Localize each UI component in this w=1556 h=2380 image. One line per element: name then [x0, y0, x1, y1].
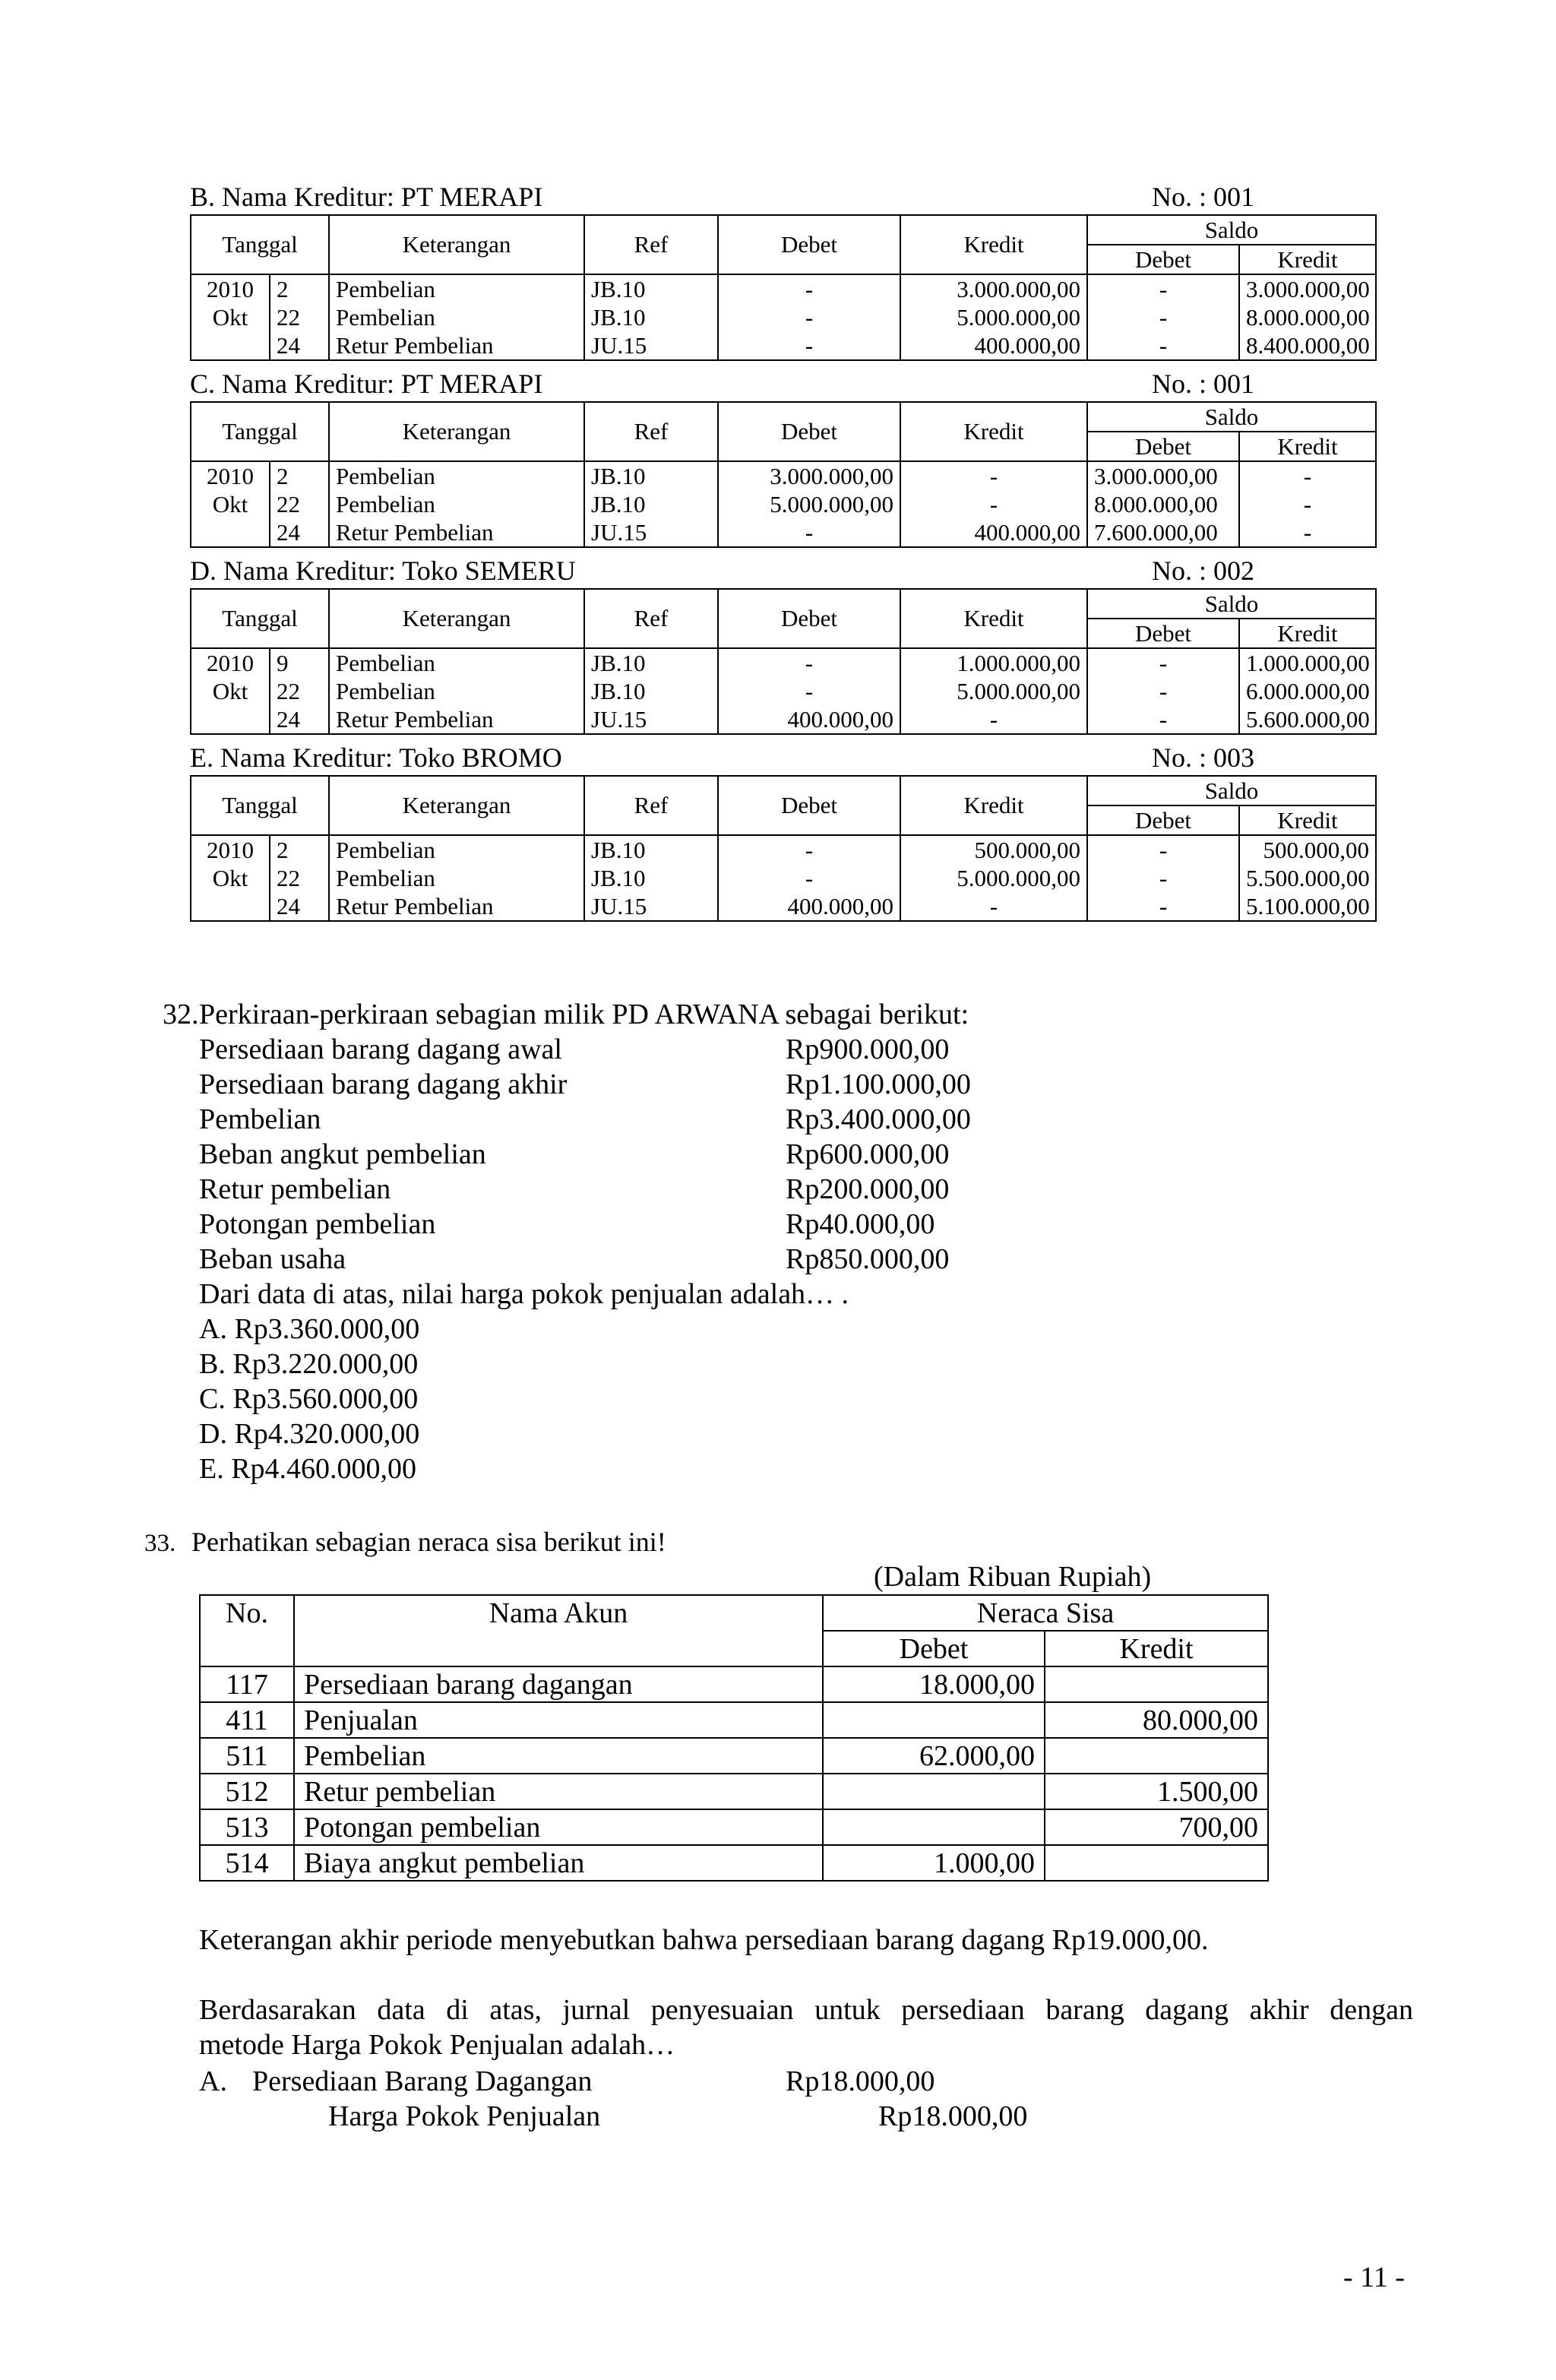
col-header-debet: Debet	[718, 215, 900, 274]
col-header-kredit: Kredit	[900, 402, 1087, 461]
cell-kredit: 5.000.000,00	[900, 677, 1087, 705]
cell-debet: -	[718, 864, 900, 892]
table-row	[200, 1738, 1268, 1774]
table-row	[191, 835, 1376, 864]
col-header-tanggal: Tanggal	[191, 776, 329, 835]
answer-option[interactable]: B. Rp3.220.000,00	[199, 1348, 419, 1380]
cell-ref: JU.15	[584, 331, 718, 360]
col-header-kredit: Kredit	[900, 776, 1087, 835]
cell-kredit: 5.000.000,00	[900, 864, 1087, 892]
cell-keterangan: Retur Pembelian	[329, 331, 584, 360]
q32-item-label: Beban usaha	[199, 1243, 346, 1275]
cell-saldo-debet: -	[1087, 864, 1239, 892]
col-header-saldo: Saldo	[1087, 589, 1376, 619]
cell-saldo-kredit: 5.500.000,00	[1239, 864, 1376, 892]
cell-day: 24	[270, 705, 329, 734]
q32-item-value: Rp40.000,00	[786, 1208, 935, 1240]
cell-debet	[823, 1809, 1045, 1845]
ledger-number: No. : 001	[1152, 182, 1254, 212]
cell-debet: 5.000.000,00	[718, 490, 900, 518]
ledger-number: No. : 002	[1152, 555, 1254, 586]
q32-item-value: Rp900.000,00	[786, 1033, 950, 1065]
cell-account-no: 512	[200, 1774, 294, 1809]
cell-day: 24	[270, 331, 329, 360]
cell-kredit: 1.000.000,00	[900, 648, 1087, 677]
table-row	[191, 705, 1376, 734]
cell-saldo-debet: -	[1087, 274, 1239, 303]
question-prompt: Dari data di atas, nilai harga pokok penjualan adalah… .	[199, 1278, 849, 1310]
q32-item-label: Persediaan barang dagang akhir	[199, 1068, 568, 1100]
ledger-b-table	[190, 214, 1377, 361]
col-header-keterangan: Keterangan	[329, 589, 584, 648]
cell-day: 22	[270, 490, 329, 518]
answer-option[interactable]: A. Rp3.360.000,00	[199, 1313, 420, 1345]
cell-account-name: Potongan pembelian	[294, 1809, 823, 1845]
cell-year-month: Okt	[191, 864, 270, 892]
cell-account-no: 513	[200, 1809, 294, 1845]
cell-keterangan: Pembelian	[329, 461, 584, 490]
col-header-saldo-kredit: Kredit	[1239, 432, 1376, 461]
cell-debet: -	[718, 331, 900, 360]
page-number: - 11 -	[1343, 2261, 1405, 2293]
cell-account-name: Penjualan	[294, 1702, 823, 1738]
neraca-body	[200, 1666, 1268, 1881]
table-row	[191, 677, 1376, 705]
cell-year-month: 2010	[191, 835, 270, 864]
cell-ref: JB.10	[584, 648, 718, 677]
table-row	[191, 274, 1376, 303]
option-a-credit-value: Rp18.000,00	[878, 2100, 1028, 2132]
col-header-tanggal: Tanggal	[191, 589, 329, 648]
cell-ref: JB.10	[584, 864, 718, 892]
cell-ref: JU.15	[584, 892, 718, 921]
ledger-c-heading	[190, 366, 1375, 401]
cell-kredit: 400.000,00	[900, 331, 1087, 360]
cell-ref: JB.10	[584, 835, 718, 864]
cell-year-month	[191, 705, 270, 734]
cell-kredit: 700,00	[1045, 1809, 1268, 1845]
cell-kredit: -	[900, 490, 1087, 518]
col-header-keterangan: Keterangan	[329, 215, 584, 274]
col-header-saldo-kredit: Kredit	[1239, 619, 1376, 648]
col-header-nama-akun: Nama Akun	[294, 1595, 823, 1631]
cell-kredit: 80.000,00	[1045, 1702, 1268, 1738]
cell-debet: 18.000,00	[823, 1666, 1045, 1702]
unit-note: (Dalam Ribuan Rupiah)	[874, 1561, 1152, 1593]
cell-debet: -	[718, 303, 900, 331]
col-header-kredit: Kredit	[1045, 1631, 1268, 1666]
cell-saldo-debet: 7.600.000,00	[1087, 518, 1239, 547]
cell-day: 2	[270, 835, 329, 864]
cell-debet: 400.000,00	[718, 892, 900, 921]
cell-saldo-kredit: 8.400.000,00	[1239, 331, 1376, 360]
cell-year-month: Okt	[191, 303, 270, 331]
cell-year-month	[191, 892, 270, 921]
answer-option[interactable]: E. Rp4.460.000,00	[199, 1453, 417, 1485]
q32-item-value: Rp200.000,00	[786, 1173, 950, 1205]
col-header-saldo-debet: Debet	[1087, 619, 1239, 648]
cell-ref: JB.10	[584, 461, 718, 490]
cell-debet: -	[718, 648, 900, 677]
cell-saldo-kredit: 500.000,00	[1239, 835, 1376, 864]
cell-account-name: Biaya angkut pembelian	[294, 1845, 823, 1881]
q32-item-value: Rp850.000,00	[786, 1243, 950, 1275]
cell-keterangan: Pembelian	[329, 648, 584, 677]
col-header-kredit: Kredit	[900, 589, 1087, 648]
question-intro: Perkiraan-perkiraan sebagian milik PD ARWANA sebagai berikut:	[199, 999, 969, 1030]
col-header-saldo-kredit: Kredit	[1239, 805, 1376, 835]
col-header-ref: Ref	[584, 215, 718, 274]
ledger-e-table	[190, 775, 1377, 922]
q32-item-label: Pembelian	[199, 1103, 321, 1135]
col-header-keterangan: Keterangan	[329, 402, 584, 461]
table-row	[191, 892, 1376, 921]
cell-keterangan: Pembelian	[329, 677, 584, 705]
cell-account-no: 511	[200, 1738, 294, 1774]
cell-debet: -	[718, 677, 900, 705]
table-row	[191, 864, 1376, 892]
ledger-d-table	[190, 588, 1377, 735]
table-row	[200, 1845, 1268, 1881]
cell-saldo-kredit: 6.000.000,00	[1239, 677, 1376, 705]
question-intro: Perhatikan sebagian neraca sisa berikut ini!	[191, 1527, 666, 1557]
cell-ref: JU.15	[584, 518, 718, 547]
cell-year-month: Okt	[191, 490, 270, 518]
col-header-no-spacer	[200, 1631, 294, 1666]
q32-item-label: Potongan pembelian	[199, 1208, 436, 1240]
cell-debet: 400.000,00	[718, 705, 900, 734]
cell-year-month: 2010	[191, 461, 270, 490]
ledger-title: E. Nama Kreditur: Toko BROMO	[190, 742, 562, 773]
col-header-ref: Ref	[584, 402, 718, 461]
col-header-debet: Debet	[718, 402, 900, 461]
cell-ref: JB.10	[584, 274, 718, 303]
col-header-saldo-debet: Debet	[1087, 432, 1239, 461]
table-row	[200, 1774, 1268, 1809]
question-prompt-line-2: metode Harga Pokok Penjualan adalah…	[199, 2029, 675, 2061]
q32-item-value: Rp1.100.000,00	[786, 1068, 971, 1100]
cell-year-month: 2010	[191, 648, 270, 677]
neraca-sisa-table	[199, 1594, 1269, 1882]
cell-debet: -	[718, 835, 900, 864]
cell-keterangan: Retur Pembelian	[329, 705, 584, 734]
cell-debet: 62.000,00	[823, 1738, 1045, 1774]
col-header-saldo: Saldo	[1087, 215, 1376, 245]
cell-saldo-debet: -	[1087, 835, 1239, 864]
col-header-saldo-debet: Debet	[1087, 245, 1239, 274]
cell-saldo-debet: -	[1087, 303, 1239, 331]
cell-kredit: -	[900, 705, 1087, 734]
col-header-keterangan: Keterangan	[329, 776, 584, 835]
cell-account-no: 514	[200, 1845, 294, 1881]
col-header-nama-akun-spacer	[294, 1631, 823, 1666]
option-a-debit-value: Rp18.000,00	[786, 2065, 935, 2097]
cell-kredit: 500.000,00	[900, 835, 1087, 864]
table-row	[191, 303, 1376, 331]
cell-day: 22	[270, 303, 329, 331]
cell-debet: 1.000,00	[823, 1845, 1045, 1881]
q32-item-value: Rp3.400.000,00	[786, 1103, 971, 1135]
cell-saldo-kredit: -	[1239, 490, 1376, 518]
col-header-debet: Debet	[718, 776, 900, 835]
cell-debet: -	[718, 518, 900, 547]
question-number: 32.	[163, 999, 199, 1030]
cell-account-name: Pembelian	[294, 1738, 823, 1774]
ledger-number: No. : 003	[1152, 742, 1254, 773]
cell-keterangan: Pembelian	[329, 303, 584, 331]
option-a-letter: A.	[199, 2065, 227, 2097]
ledger-number: No. : 001	[1152, 369, 1254, 399]
q32-item-label: Beban angkut pembelian	[199, 1138, 486, 1170]
cell-saldo-debet: 3.000.000,00	[1087, 461, 1239, 490]
cell-kredit	[1045, 1845, 1268, 1881]
cell-kredit: 1.500,00	[1045, 1774, 1268, 1809]
cell-kredit	[1045, 1666, 1268, 1702]
col-header-neraca-sisa: Neraca Sisa	[823, 1595, 1268, 1631]
cell-saldo-kredit: 5.100.000,00	[1239, 892, 1376, 921]
cell-saldo-kredit: -	[1239, 461, 1376, 490]
cell-keterangan: Pembelian	[329, 490, 584, 518]
cell-keterangan: Pembelian	[329, 274, 584, 303]
question-number: 33.	[144, 1530, 176, 1557]
ledger-title: C. Nama Kreditur: PT MERAPI	[190, 369, 543, 399]
cell-day: 22	[270, 677, 329, 705]
col-header-kredit: Kredit	[900, 215, 1087, 274]
cell-saldo-debet: -	[1087, 648, 1239, 677]
cell-day: 24	[270, 892, 329, 921]
answer-option[interactable]: C. Rp3.560.000,00	[199, 1383, 419, 1415]
col-header-debet: Debet	[823, 1631, 1045, 1666]
col-header-debet: Debet	[718, 589, 900, 648]
answer-option[interactable]: D. Rp4.320.000,00	[199, 1418, 420, 1450]
cell-kredit: -	[900, 461, 1087, 490]
q32-item-label: Retur pembelian	[199, 1173, 391, 1205]
cell-day: 2	[270, 274, 329, 303]
cell-kredit: 5.000.000,00	[900, 303, 1087, 331]
col-header-saldo-kredit: Kredit	[1239, 245, 1376, 274]
cell-ref: JB.10	[584, 303, 718, 331]
cell-saldo-kredit: 3.000.000,00	[1239, 274, 1376, 303]
table-row	[191, 331, 1376, 360]
cell-day: 2	[270, 461, 329, 490]
cell-keterangan: Pembelian	[329, 835, 584, 864]
cell-debet: 3.000.000,00	[718, 461, 900, 490]
cell-ref: JB.10	[584, 677, 718, 705]
cell-ref: JU.15	[584, 705, 718, 734]
cell-account-name: Persediaan barang dagangan	[294, 1666, 823, 1702]
cell-saldo-debet: -	[1087, 892, 1239, 921]
cell-debet	[823, 1774, 1045, 1809]
cell-year-month	[191, 331, 270, 360]
cell-debet: -	[718, 274, 900, 303]
cell-year-month: Okt	[191, 677, 270, 705]
question-prompt-line-1: Berdasarakan data di atas, jurnal penyesuaian untuk persediaan barang dagang akhir dengan	[199, 1994, 1413, 2026]
ledger-title: B. Nama Kreditur: PT MERAPI	[190, 182, 543, 212]
cell-account-name: Retur pembelian	[294, 1774, 823, 1809]
cell-keterangan: Pembelian	[329, 864, 584, 892]
cell-ref: JB.10	[584, 490, 718, 518]
cell-account-no: 411	[200, 1702, 294, 1738]
cell-account-no: 117	[200, 1666, 294, 1702]
cell-debet	[823, 1702, 1045, 1738]
table-row	[200, 1702, 1268, 1738]
q32-item-label: Persediaan barang dagang awal	[199, 1033, 562, 1065]
q32-item-value: Rp600.000,00	[786, 1138, 950, 1170]
cell-saldo-kredit: 5.600.000,00	[1239, 705, 1376, 734]
col-header-saldo-debet: Debet	[1087, 805, 1239, 835]
ledger-d-heading	[190, 553, 1375, 588]
col-header-ref: Ref	[584, 776, 718, 835]
cell-day: 24	[270, 518, 329, 547]
cell-kredit: 3.000.000,00	[900, 274, 1087, 303]
cell-day: 9	[270, 648, 329, 677]
cell-year-month: 2010	[191, 274, 270, 303]
table-row	[200, 1666, 1268, 1702]
cell-keterangan: Retur Pembelian	[329, 892, 584, 921]
ledger-c-table	[190, 401, 1377, 548]
col-header-saldo: Saldo	[1087, 776, 1376, 805]
cell-saldo-kredit: 1.000.000,00	[1239, 648, 1376, 677]
col-header-no: No.	[200, 1595, 294, 1631]
cell-saldo-debet: -	[1087, 677, 1239, 705]
cell-kredit: 400.000,00	[900, 518, 1087, 547]
table-row	[191, 490, 1376, 518]
cell-saldo-debet: -	[1087, 705, 1239, 734]
cell-kredit: -	[900, 892, 1087, 921]
cell-saldo-kredit: 8.000.000,00	[1239, 303, 1376, 331]
col-header-ref: Ref	[584, 589, 718, 648]
col-header-saldo: Saldo	[1087, 402, 1376, 432]
table-row	[200, 1809, 1268, 1845]
col-header-tanggal: Tanggal	[191, 402, 329, 461]
ledger-b-heading	[190, 179, 1375, 214]
cell-day: 22	[270, 864, 329, 892]
ledger-title: D. Nama Kreditur: Toko SEMERU	[190, 555, 576, 586]
cell-keterangan: Retur Pembelian	[329, 518, 584, 547]
col-header-tanggal: Tanggal	[191, 215, 329, 274]
cell-kredit	[1045, 1738, 1268, 1774]
cell-year-month	[191, 518, 270, 547]
option-a-debit-account: Persediaan Barang Dagangan	[252, 2065, 593, 2097]
cell-saldo-debet: -	[1087, 331, 1239, 360]
option-a-credit-account: Harga Pokok Penjualan	[328, 2100, 601, 2132]
table-row	[191, 461, 1376, 490]
period-note: Keterangan akhir periode menyebutkan bahwa persediaan barang dagang Rp19.000,00.	[199, 1924, 1209, 1956]
table-row	[191, 518, 1376, 547]
ledger-e-heading	[190, 740, 1375, 775]
cell-saldo-kredit: -	[1239, 518, 1376, 547]
cell-saldo-debet: 8.000.000,00	[1087, 490, 1239, 518]
table-row	[191, 648, 1376, 677]
